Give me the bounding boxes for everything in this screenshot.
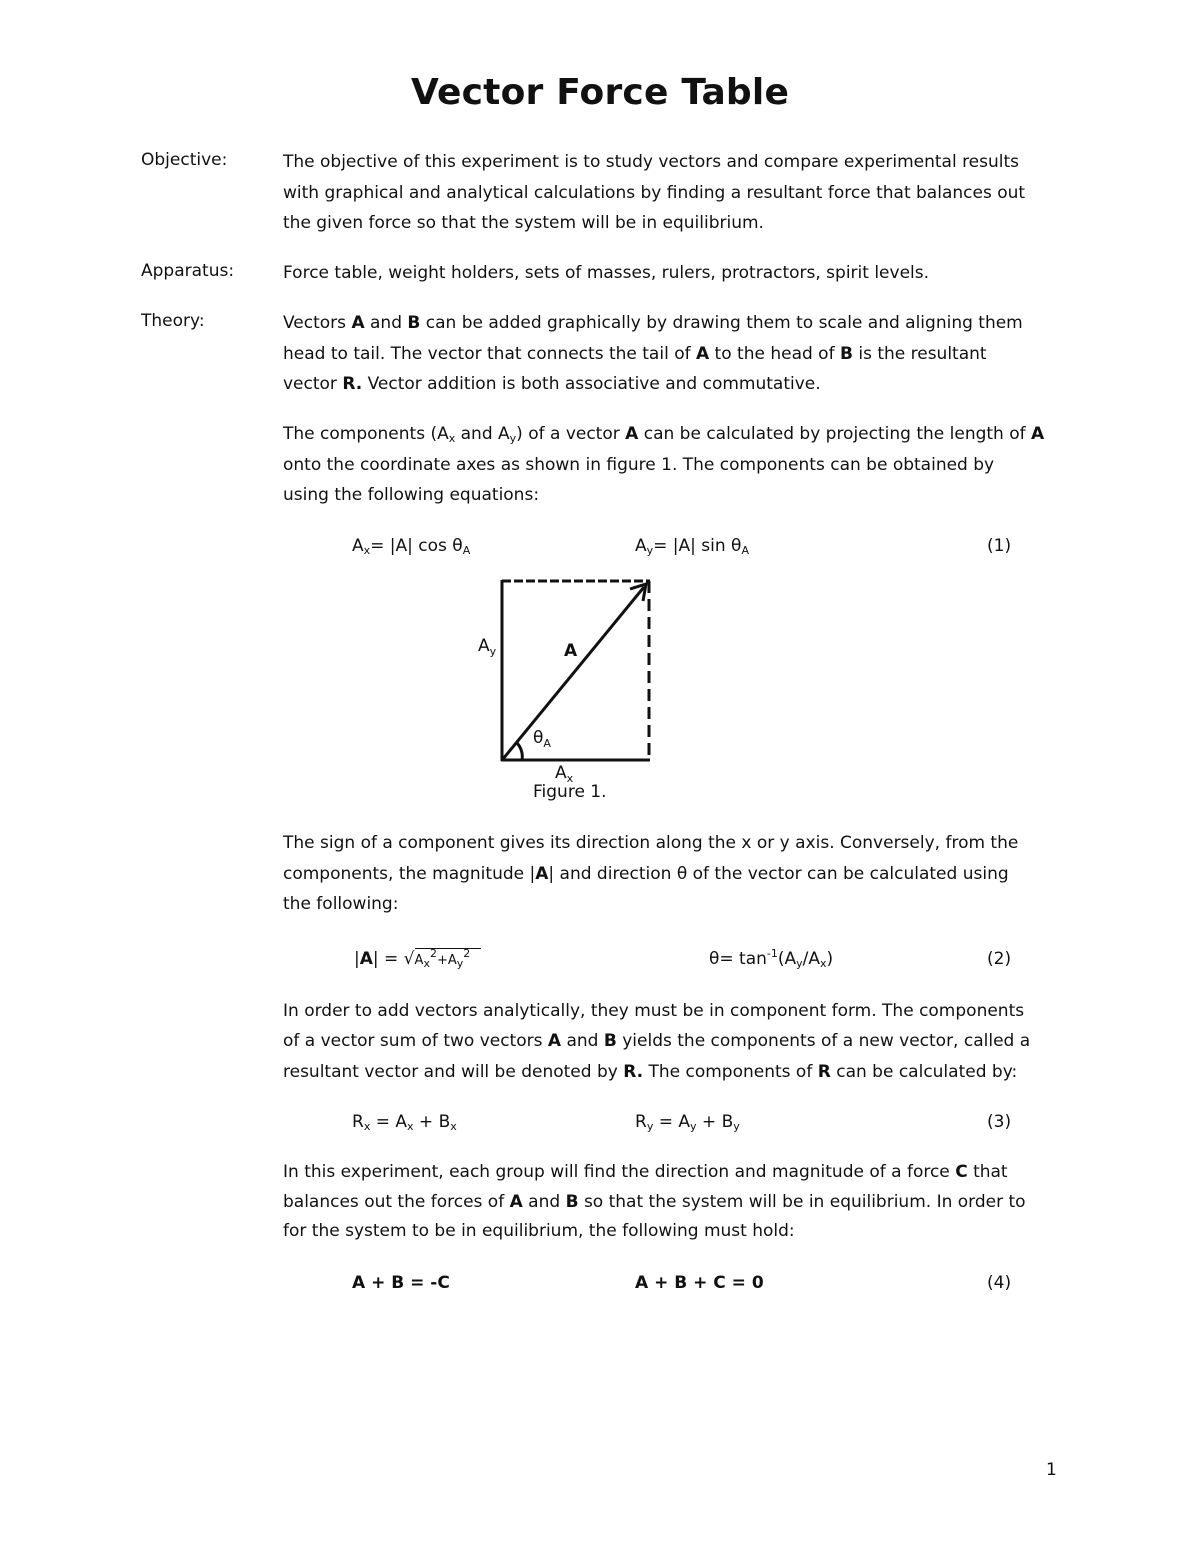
theory-p1-line-3: vector R. Vector addition is both associative and commutative.: [283, 374, 821, 394]
theory-p5-line-1: In this experiment, each group will find the direction and magnitude of a force C that: [283, 1162, 1008, 1182]
theory-p2-line-1: The components ($A_x$ and $A_y$) of a vector A can be calculated by projecting the length of A: [283, 424, 1045, 445]
theory-p4-line-2: of a vector sum of two vectors A and B yields the components of a new vector, called a: [283, 1031, 1031, 1051]
theory-p2-line-3: using the following equations:: [283, 485, 540, 505]
theory-p3-line-3: the following:: [283, 894, 399, 914]
equation-2-right: $\theta= \tan^{-1}(A_y/A_x)$: [709, 947, 834, 970]
theory-p1-line-1: Vectors A and B can be added graphically by drawing them to scale and aligning them: [283, 313, 1023, 333]
theory-p4-line-3: resultant vector and will be denoted by R. The components of R can be calculated by:: [283, 1062, 1018, 1082]
theory-p3-line-1: The sign of a component gives its direction along the x or y axis. Conversely, from the: [283, 833, 1019, 853]
page-title: Vector Force Table: [410, 72, 790, 113]
apparatus-text: Force table, weight holders, sets of masses, rulers, protractors, spirit levels.: [283, 263, 930, 283]
equation-3-left: $R_x = A_x + B_x$: [352, 1112, 457, 1133]
vector-a-arrow: [503, 587, 644, 759]
equation-1-number: (1): [987, 536, 1012, 556]
objective-line-3: the given force so that the system will be in equilibrium.: [283, 213, 764, 233]
theory-p3-line-2: components, the magnitude |A| and direction θ of the vector can be calculated using: [283, 864, 1009, 884]
equation-4-number: (4): [987, 1273, 1012, 1293]
objective-label: Objective:: [141, 150, 228, 170]
equation-4-left: A + B = -C: [352, 1273, 450, 1293]
theory-p1-line-2: head to tail. The vector that connects the tail of A to the head of B is the resultant: [283, 344, 987, 364]
theory-label: Theory:: [141, 311, 205, 331]
sqrt-overline: [415, 948, 481, 949]
label-vector-a: A: [564, 641, 578, 661]
equation-1-left: $A_x= |A|$ $\cos \theta_A$: [352, 536, 471, 557]
objective-line-2: with graphical and analytical calculations by finding a resultant force that balances out: [283, 183, 1026, 203]
theory-p4-line-1: In order to add vectors analytically, they must be in component form. The components: [283, 1001, 1025, 1021]
label-ay: $A_y$: [478, 636, 497, 658]
equation-2-left: $|A| = √A_x^2+A_y^2$: [354, 947, 471, 970]
label-theta-a: $\theta_A$: [533, 728, 551, 750]
theory-p5-line-3: for the system to be in equilibrium, the following must hold:: [283, 1221, 795, 1241]
equation-1-right: $A_y= |A|$ $\sin \theta_A$: [635, 536, 749, 557]
label-ax: $A_x$: [555, 763, 574, 785]
equation-4-right: A + B + C = 0: [635, 1273, 764, 1293]
figure-caption: Figure 1.: [533, 782, 607, 802]
apparatus-label: Apparatus:: [141, 261, 235, 281]
vector-components-diagram: [470, 570, 670, 785]
angle-arc-icon: [516, 742, 522, 760]
objective-line-1: The objective of this experiment is to study vectors and compare experimental results: [283, 152, 1020, 172]
theory-p5-line-2: balances out the forces of A and B so that the system will be in equilibrium. In order to: [283, 1192, 1026, 1212]
equation-3-number: (3): [987, 1112, 1012, 1132]
theory-p2-line-2: onto the coordinate axes as shown in figure 1. The components can be obtained by: [283, 455, 995, 475]
equation-2-number: (2): [987, 949, 1012, 969]
page-number: 1: [1046, 1460, 1057, 1480]
equation-3-right: $R_y = A_y + B_y$: [635, 1112, 740, 1133]
